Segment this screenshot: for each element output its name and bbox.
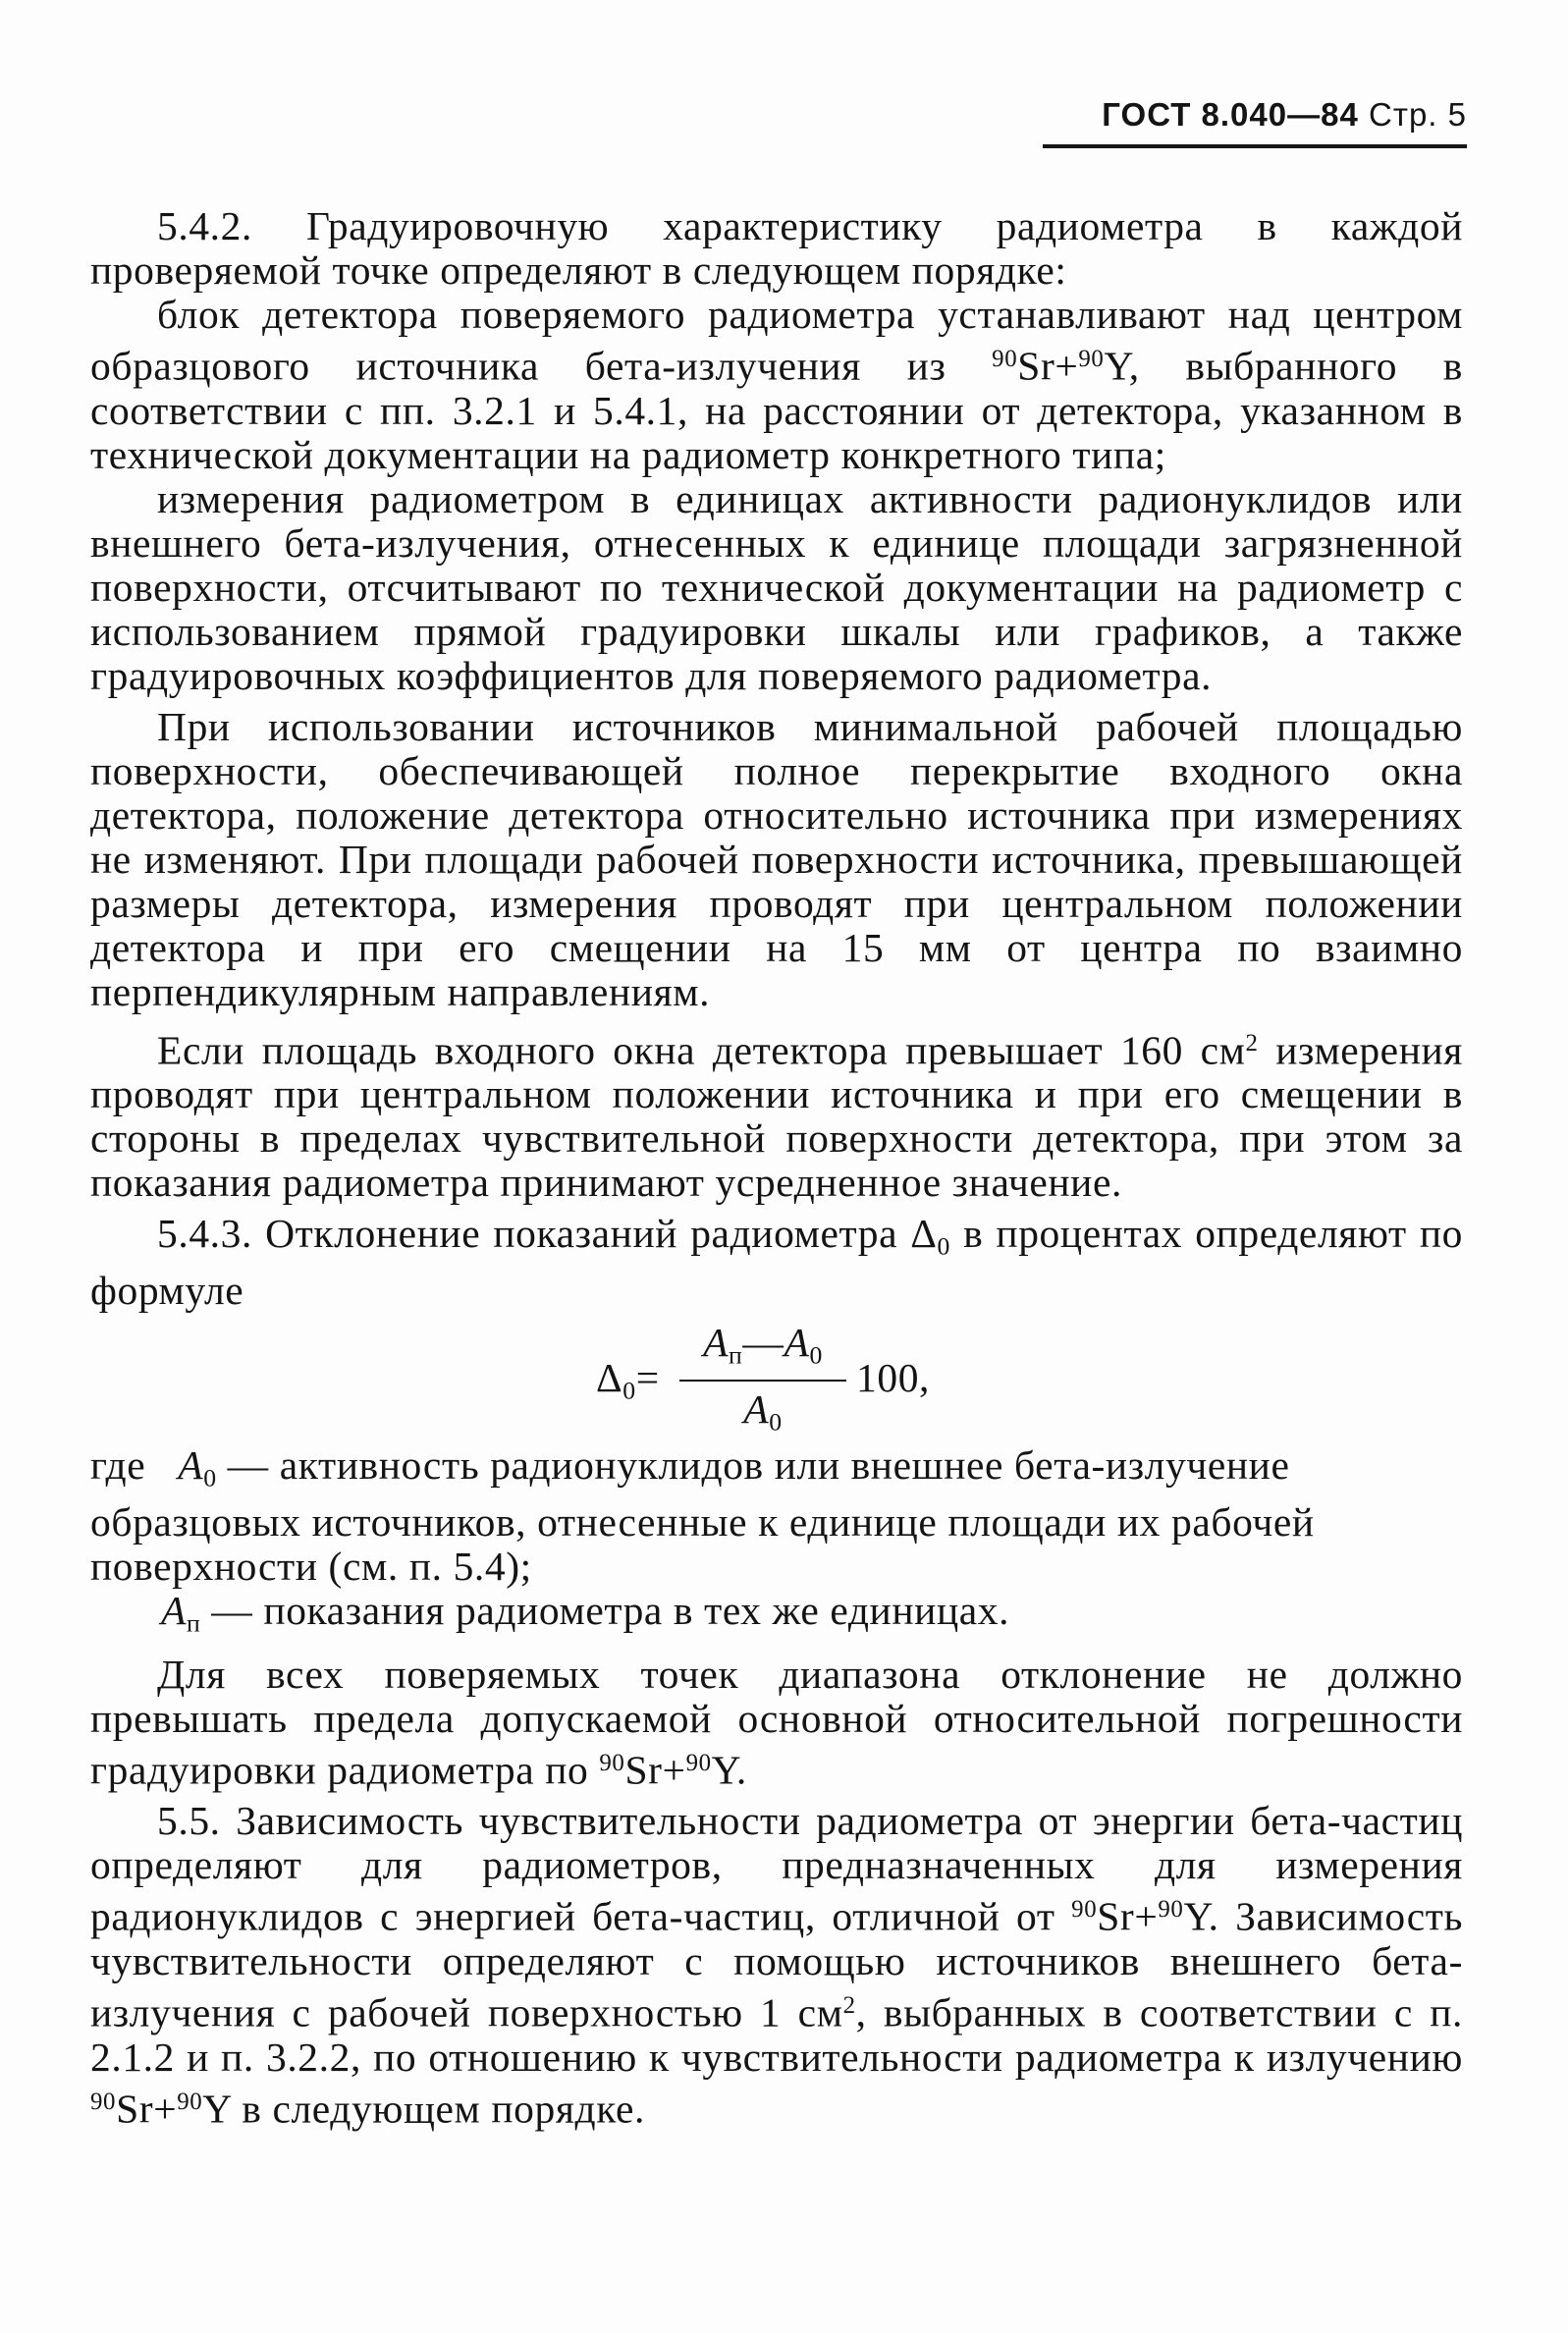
subscript: п [729, 1340, 743, 1370]
variable: A [784, 1320, 810, 1366]
text-run: Y в следующем порядке. [202, 2086, 645, 2132]
paragraph-detector-placement [90, 293, 1463, 477]
isotope-symbol: Y. [711, 1747, 747, 1793]
subscript: 0 [937, 1232, 950, 1262]
variable: A [161, 1587, 187, 1633]
paragraph-deviation-limit [90, 1653, 1463, 1793]
variable: A [703, 1320, 730, 1366]
isotope-mass-number: 90 [992, 346, 1018, 372]
fraction-numerator [679, 1321, 846, 1382]
text-run: Для всех поверяемых точек диапазона отклонение не должно превышать предела допускаемой основной относительной погрешности градуировки радиометра по [90, 1651, 1463, 1793]
variable: A [743, 1385, 770, 1432]
subscript: 0 [622, 1376, 636, 1405]
text-run: измерения проводят при центральном положении источника и при его смещении в стороны в пределах чувствительной поверхности детектора, при этом за показания радиометра принимают усредненное значение. [90, 1027, 1463, 1206]
subscript: 0 [769, 1407, 783, 1437]
fraction-denominator [679, 1387, 846, 1444]
text-run: Y. Зависимость чувствительности определяют с помощью источников внешнего бета-излучения с рабочей поверхностью 1 см [90, 1893, 1463, 2035]
paragraph-5-4-3 [90, 1212, 1463, 1313]
formula-fraction [679, 1321, 846, 1443]
text-run: в процентах определяют по формуле [90, 1211, 1463, 1314]
delta-symbol: Δ [596, 1355, 623, 1401]
standard-number: ГОСТ 8.040—84 [1102, 96, 1359, 133]
paragraph-source-area: При использовании источников минимальной рабочей площадью поверхности, обеспечивающей полное перекрытие входного окна детектора, положение детектора относительно источника при измерениях не изменяют. При площади рабочей поверхности источника, превышающей размеры детектора, измерения проводят при центральном положении детектора и при его смещении на 15 мм от центра по взаимно перпендикулярным направлениям. [90, 703, 1463, 1014]
header-rule [1043, 144, 1467, 148]
text-run: блок детектора поверяемого радиометра устанавливают над центром образцового источника бета-излучения из [90, 292, 1463, 389]
page-header [1102, 96, 1467, 134]
paragraph-measurements: измерения радиометром в единицах активности радионуклидов или внешнего бета-излучения, отнесенных к единице площади загрязненной поверхности, отсчитывают по технической документации на радиометр с использованием прямой градуировки шкалы или графиков, а также градуировочных коэффициентов для поверяемого радиометра. [90, 475, 1463, 698]
definition-text: активность радионуклидов или внешнее бета-излучение образцовых источников, отнесенные к единице площади их рабочей поверхности (см. п. 5.4); [90, 1442, 1315, 1589]
paragraph-5-5 [90, 1799, 1463, 2131]
dash: — [216, 1442, 280, 1489]
isotope-mass-number: 90 [685, 1749, 712, 1776]
isotope-symbol: Sr+ [116, 2086, 178, 2132]
text-run: , выбранных в соответствии с п. 2.1.2 и п. 3.2.2, по отношению к чувствительности радиометра к излучению [90, 1989, 1463, 2080]
definition-an [90, 1589, 1463, 1646]
isotope-symbol: Sr+ [1017, 343, 1079, 389]
isotope-mass-number: 90 [599, 1749, 625, 1776]
superscript: 2 [842, 1991, 856, 2019]
isotope-symbol: Sr+ [624, 1747, 686, 1793]
definition-a0 [90, 1443, 1463, 1589]
text-run: 5.5. Зависимость чувствительности радиометра от энергии бета-частиц определяют для радиометров, предназначенных для измерения радионуклидов с энергией бета-частиц, отличной от [90, 1798, 1463, 1939]
isotope-mass-number: 90 [1071, 1896, 1098, 1924]
subscript: 0 [203, 1463, 217, 1492]
isotope-symbol: Y [1104, 343, 1129, 389]
minus-sign: — [742, 1320, 784, 1366]
isotope-mass-number: 90 [1078, 346, 1105, 372]
subscript: 0 [809, 1340, 823, 1370]
formula-lhs [596, 1356, 660, 1413]
text-run: 5.4.3. Отклонение показаний радиометра Δ [157, 1211, 938, 1257]
variable: A [178, 1442, 204, 1489]
deviation-formula [90, 1321, 1463, 1437]
paragraph-window-area [90, 1021, 1463, 1206]
isotope-symbol: Sr+ [1097, 1893, 1159, 1939]
isotope-mass-number: 90 [177, 2088, 203, 2115]
superscript: 2 [1245, 1029, 1259, 1057]
isotope-mass-number: 90 [90, 2088, 117, 2115]
page-number: Стр. 5 [1369, 96, 1467, 133]
subscript: п [186, 1608, 201, 1638]
paragraph-5-4-2: 5.4.2. Градуировочную характеристику радиометра в каждой проверяемой точке определяют в следующем порядке: [90, 203, 1463, 293]
body-text [90, 204, 1463, 2131]
text-run: , выбранного в соответствии с пп. 3.2.1 и 5.4.1, на расстоянии от детектора, указанном в технической документации на радиометр конкретного типа; [90, 343, 1463, 477]
where-definitions [90, 1443, 1463, 1645]
dash: — [200, 1587, 264, 1633]
where-label: где [90, 1442, 146, 1489]
text-run: Если площадь входного окна детектора превышает 160 см [157, 1027, 1246, 1073]
formula-factor: 100, [856, 1355, 931, 1401]
equals-sign: = [635, 1355, 660, 1401]
isotope-mass-number: 90 [1158, 1896, 1184, 1924]
definition-text: показания радиометра в тех же единицах. [263, 1587, 1010, 1633]
